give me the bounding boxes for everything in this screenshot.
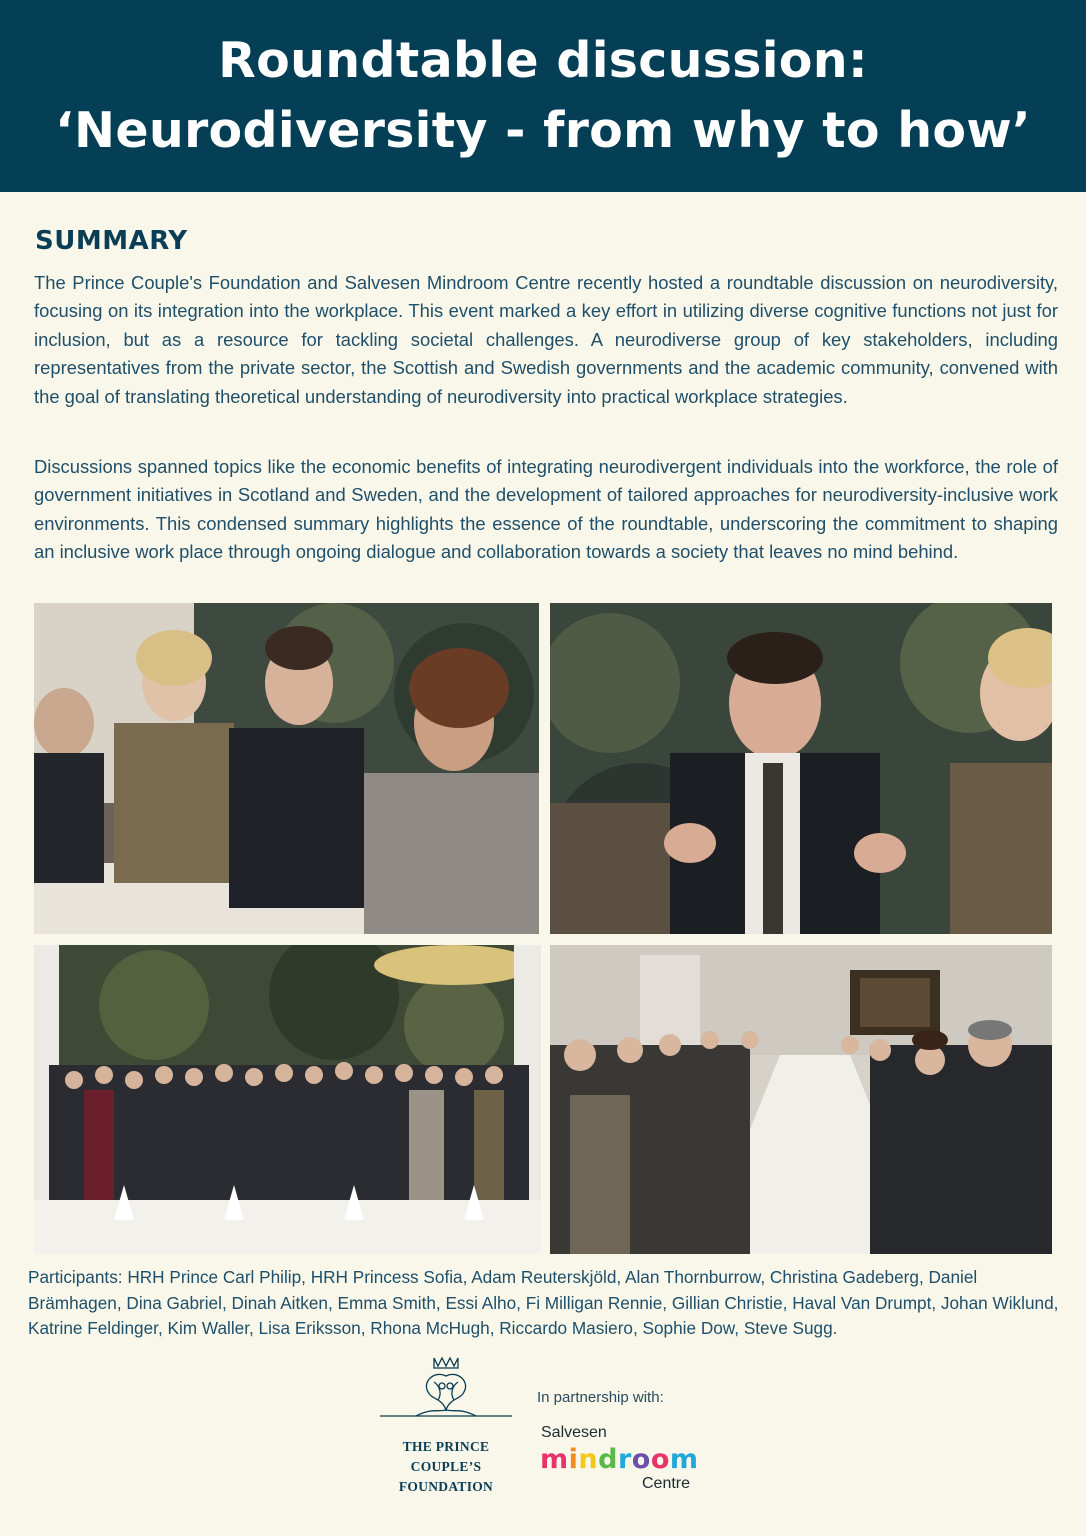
roundtable-photo-2 bbox=[550, 603, 1052, 934]
title-line-1: Roundtable discussion: bbox=[218, 32, 868, 89]
foundation-name-line-3: FOUNDATION bbox=[398, 1479, 494, 1494]
summary-heading: SUMMARY bbox=[35, 226, 188, 256]
summary-paragraph-2: Discussions spanned topics like the economic benefits of integrating neurodivergent individuals into the workforce, the role of government initiatives in Scotland and Sweden, and the development of tailored approaches for neurodiversity-inclusive work environments. This condensed summary highlights the essence of the roundtable, underscoring the commitment to shaping an inclusive work place through ongoing dialogue and collaboration towards a society that leaves no mind behind. bbox=[34, 456, 1058, 563]
mindroom-logo-letters: mindroom bbox=[540, 1444, 699, 1475]
mindroom-logo-word bbox=[540, 1444, 699, 1475]
mindroom-logo-top: Salvesen bbox=[541, 1424, 607, 1441]
group-photo bbox=[34, 945, 541, 1254]
prince-couples-foundation-logo bbox=[376, 1352, 516, 1422]
participants-list: Participants: HRH Prince Carl Philip, HRH Princess Sofia, Adam Reuterskjöld, Alan Thornburrow, Christina Gadeberg, Daniel Brämhagen, Dina Gabriel, Dinah Aitken, Emma Smith, Essi Alho, Fi Milligan Rennie, Gillian Christie, Haval Van Drumpt, Johan Wiklund, Katrine Feldinger, Kim Waller, Lisa Eriksson, Rhona McHugh, Riccardo Masiero, Sophie Dow, Steve Sugg. bbox=[28, 1267, 1059, 1339]
foundation-name-line-2: COUPLE’S bbox=[410, 1459, 482, 1474]
title-banner bbox=[0, 0, 1086, 192]
foundation-name bbox=[376, 1437, 516, 1497]
summary-paragraph-1: The Prince Couple's Foundation and Salvesen Mindroom Centre recently hosted a roundtable discussion on neurodiversity, focusing on its integration into the workplace. This event marked a key effort in utilizing diverse cognitive functions not just for inclusion, but as a resource for tackling societal challenges. A neurodiverse group of key stakeholders, including representatives from the private sector, the Scottish and Swedish governments and the academic community, convened with the goal of translating theoretical understanding of neurodiversity into practical workplace strategies. bbox=[34, 272, 1058, 407]
mindroom-logo-bottom: Centre bbox=[642, 1475, 691, 1492]
title-line-2: ‘Neurodiversity - from why to how’ bbox=[55, 102, 1031, 159]
foundation-name-line-1: THE PRINCE bbox=[402, 1439, 490, 1454]
roundtable-photo-3 bbox=[550, 945, 1052, 1254]
roundtable-photo-1 bbox=[34, 603, 539, 934]
partnership-label: In partnership with: bbox=[537, 1389, 664, 1406]
